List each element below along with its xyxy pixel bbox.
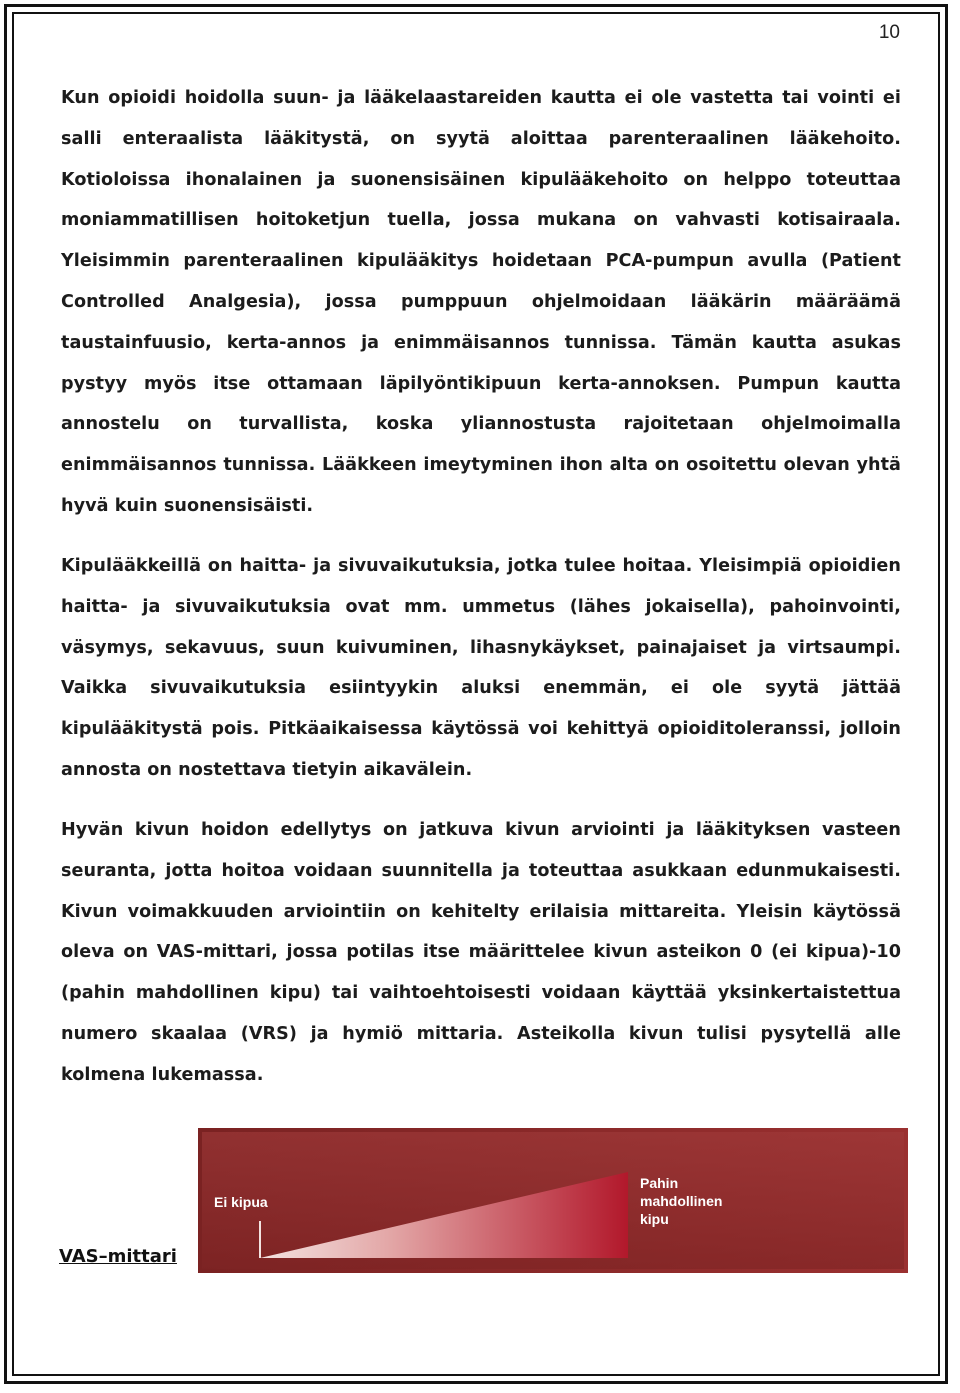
paragraph-side-effects: Kipulääkkeillä on haitta- ja sivuvaikutuksia, jotka tulee hoitaa. Yleisimpiä opioidien haitta- ja sivuvaikutuksia ovat mm. ummetus (lähes jokaisella), pahoinvointi, väsymys, sekavuus, suun kuivuminen, lihasnykäykset, painajaiset ja virtsaumpi. Vaikka sivuvaikutuksia esiintyykin aluksi enemmän, ei ole syytä jättää kipulääkitystä pois. Pitkäaikaisessa käytössä voi kehittyä opioiditoleranssi, jolloin annosta on nostettava tietyin aikavälein. xyxy=(61,556,901,780)
vas-label-worst-line1: Pahin xyxy=(640,1175,679,1191)
vas-scale-figure xyxy=(198,1128,908,1273)
paragraph-pain-assessment: Hyvän kivun hoidon edellytys on jatkuva kivun arviointi ja lääkityksen vasteen seuranta, jotta hoitoa voidaan suunnitella ja toteuttaa asukkaan edunmukaisesti. Kivun voimakkuuden arviointiin on kehitelty erilaisia mittareita. Yleisin käytössä oleva on VAS-mittari, jossa potilas itse määrittelee kivun asteikon 0 (ei kipua)-10 (pahin mahdollinen kipu) tai vaihtoehtoisesti voidaan käyttää yksinkertaistettua numero skaalaa (VRS) ja hymiö mittaria. Asteikolla kivun tulisi pysytellä alle kolmena lukemassa. xyxy=(61,820,901,1085)
vas-label-worst-line2: mahdollinen xyxy=(640,1193,723,1209)
vas-caption: VAS–mittari xyxy=(59,1246,177,1267)
vas-label-worst-line3: kipu xyxy=(640,1211,669,1227)
paragraph-parenteral-treatment: Kun opioidi hoidolla suun- ja lääkelaastareiden kautta ei ole vastetta tai vointi ei salli enteraalista lääkitystä, on syytä aloittaa parenteraalinen lääkehoito. Kotioloissa ihonalainen ja suonensisäinen kipulääkehoito on helppo toteuttaa moniammatillisen hoitoketjun tuella, jossa mukana on vahvasti kotisairaala. Yleisimmin parenteraalinen kipulääkitys hoidetaan PCA-pumpun avulla (Patient Controlled Analgesia), jossa pumppuun ohjelmoidaan lääkärin määräämä taustainfuusio, kerta-annos ja enimmäisannos tunnissa. Tämän kautta asukas pystyy myös itse ottamaan läpilyöntikipuun kerta-annoksen. Pumpun kautta annostelu on turvallista, koska yliannostusta rajoitetaan ohjelmoimalla enimmäisannos tunnissa. Lääkkeen imeytyminen ihon alta on osoitettu olevan yhtä hyvä kuin suonensisäisti. xyxy=(61,88,901,516)
page-number: 10 xyxy=(878,22,900,43)
vas-label-no-pain: Ei kipua xyxy=(214,1194,268,1210)
